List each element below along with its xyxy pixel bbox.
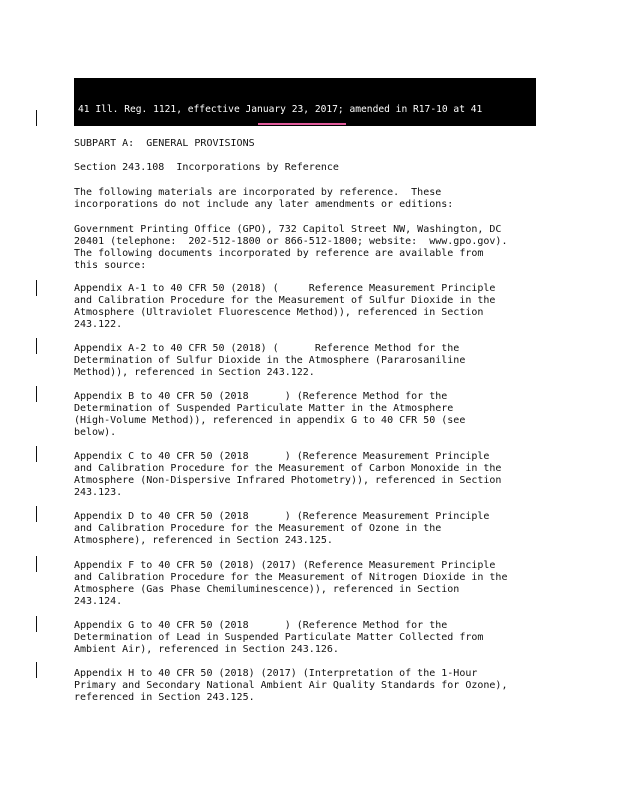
entry-line: below). [74, 427, 117, 438]
section-heading: Section 243.108 Incorporations by Reference [74, 162, 339, 173]
entry-line: 243.123. [74, 487, 123, 498]
entry-line: Appendix G to 40 CFR 50 (2018 ) (Reference Method for the [74, 620, 448, 631]
entry-line: Appendix H to 40 CFR 50 (2018) (2017) (Interpretation of the 1-Hour [74, 668, 478, 679]
entry-line: Determination of Sulfur Dioxide in the Atmosphere (Pararosaniline [74, 355, 466, 366]
entry-line: (High-Volume Method)), referenced in appendix G to 40 CFR 50 (see [74, 415, 466, 426]
change-bar [36, 446, 37, 462]
change-bar [36, 616, 37, 632]
source-line: Government Printing Office (GPO), 732 Capitol Street NW, Washington, DC [74, 224, 502, 235]
history-note-block [74, 78, 536, 126]
entry-line: and Calibration Procedure for the Measurement of Carbon Monoxide in the [74, 463, 502, 474]
revision-underline [258, 123, 346, 125]
entry-line: and Calibration Procedure for the Measurement of Sulfur Dioxide in the [74, 295, 496, 306]
source-line: The following documents incorporated by reference are available from [74, 248, 484, 259]
change-bar [36, 338, 37, 354]
entry-line: Primary and Secondary National Ambient Air Quality Standards for Ozone), [74, 680, 508, 691]
change-bar [36, 556, 37, 572]
change-bar [36, 280, 37, 296]
subpart-heading: SUBPART A: GENERAL PROVISIONS [74, 138, 255, 149]
intro-line: The following materials are incorporated by reference. These [74, 187, 442, 198]
entry-line: Atmosphere (Non-Dispersive Infrared Photometry)), referenced in Section [74, 475, 502, 486]
change-bar [36, 506, 37, 522]
entry-line: referenced in Section 243.125. [74, 692, 255, 703]
change-bar [36, 662, 37, 678]
entry-line: and Calibration Procedure for the Measurement of Ozone in the [74, 523, 442, 534]
entry-line: Appendix A-2 to 40 CFR 50 (2018) ( Reference Method for the [74, 343, 460, 354]
entry-line: Appendix C to 40 CFR 50 (2018 ) (Reference Measurement Principle [74, 451, 490, 462]
source-line: 20401 (telephone: 202-512-1800 or 866-512-1800; website: www.gpo.gov). [74, 236, 508, 247]
entry-line: Determination of Lead in Suspended Particulate Matter Collected from [74, 632, 484, 643]
entry-line: Atmosphere (Gas Phase Chemiluminescence)), referenced in Section [74, 584, 460, 595]
entry-line: Determination of Suspended Particulate Matter in the Atmosphere [74, 403, 454, 414]
entry-line: and Calibration Procedure for the Measurement of Nitrogen Dioxide in the [74, 572, 508, 583]
entry-line: 243.124. [74, 596, 123, 607]
entry-line: 243.122. [74, 319, 123, 330]
source-line: this source: [74, 260, 147, 271]
entry-line: Appendix A-1 to 40 CFR 50 (2018) ( Reference Measurement Principle [74, 283, 496, 294]
entry-line: Ambient Air), referenced in Section 243.126. [74, 644, 339, 655]
intro-line: incorporations do not include any later amendments or editions: [74, 199, 454, 210]
entry-line: Appendix D to 40 CFR 50 (2018 ) (Reference Measurement Principle [74, 511, 490, 522]
history-line: 41 Ill. Reg. 1121, effective January 23, 2017; amended in R17-10 at 41 [78, 104, 483, 116]
entry-line: Atmosphere), referenced in Section 243.125. [74, 535, 333, 546]
entry-line: Appendix B to 40 CFR 50 (2018 ) (Reference Method for the [74, 391, 448, 402]
entry-line: Atmosphere (Ultraviolet Fluorescence Method)), referenced in Section [74, 307, 484, 318]
change-bar [36, 386, 37, 402]
change-bar [36, 110, 37, 126]
entry-line: Appendix F to 40 CFR 50 (2018) (2017) (Reference Measurement Principle [74, 560, 496, 571]
entry-line: Method)), referenced in Section 243.122. [74, 367, 315, 378]
